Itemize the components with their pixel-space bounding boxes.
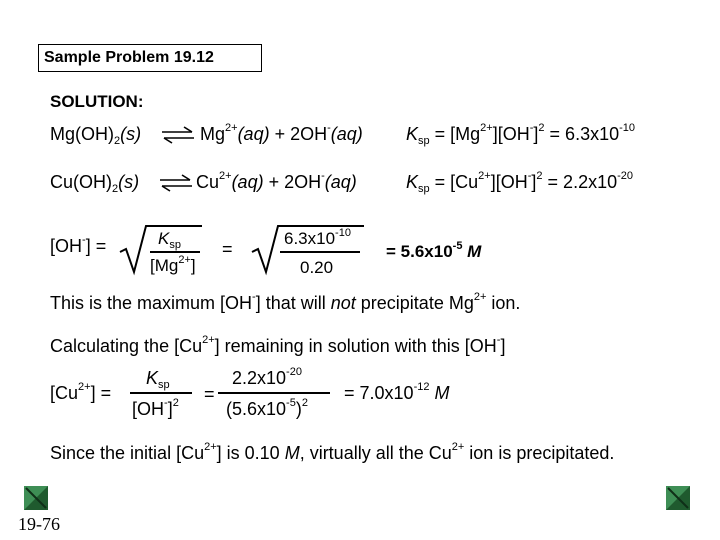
cu-calc-numerator-1: $K_{sp}$ — [146, 368, 170, 391]
fraction-bar — [280, 251, 360, 253]
oh-calc-result: = $5.6x10^{-5}$ M — [386, 240, 482, 261]
slide-number: 19-76 — [18, 514, 60, 534]
conclusion-text: Since the initial $[Cu^{2+}]$ is 0.10 M, virtually all the $Cu^{2+}$ ion is precipitated. — [50, 441, 615, 463]
fraction-bar — [218, 392, 330, 394]
oh-calc-lhs: [OH-] = — [50, 234, 107, 256]
oh-calc-equals: = — [222, 239, 233, 259]
solution-heading: SOLUTION: — [50, 92, 144, 111]
cu-calc-lhs: $[Cu^{2+}]$ = — [50, 381, 112, 403]
cu-calc-denominator-2: $(5.6x10^{-5})^2$ — [226, 397, 308, 419]
cu-calc-denominator-1: $[OH^-]^2$ — [132, 397, 179, 419]
next-slide-icon[interactable] — [666, 486, 690, 510]
eq2-products: $Cu^{2+}(aq) + 2OH^-(aq)$ — [196, 170, 357, 192]
oh-calc-numerator-2: $6.3x10^{-10}$ — [284, 227, 351, 248]
oh-calc-numerator-1: $K_{sp}$ — [158, 229, 181, 251]
note-max-oh: This is the maximum [OH-] that will not precipitate $Mg^{2+}$ ion. — [50, 291, 521, 313]
eq1-products: $Mg^{2+}(aq) + 2OH^-(aq)$ — [200, 122, 363, 144]
previous-slide-icon[interactable] — [24, 486, 48, 510]
eq1-reactant: $Mg(OH)_2(s)$ — [50, 124, 142, 147]
equilibrium-arrow-icon — [160, 123, 196, 147]
eq2-ksp-expression: $K_{sp} = [Cu^{2+}][OH^-]^2 = 2.2x10^{-20}$ — [406, 170, 634, 195]
fraction-bar — [130, 392, 192, 394]
cu-calc-result: = $7.0x10^{-12}$ M — [344, 381, 450, 403]
fraction-bar — [150, 251, 200, 253]
oh-calc-denominator-2: 0.20 — [300, 258, 334, 277]
cu-calc-equals: = — [204, 384, 215, 404]
eq2-reactant: $Cu(OH)_2(s)$ — [50, 172, 140, 195]
page-title: Sample Problem 19.12 — [44, 49, 214, 66]
oh-calc-denominator-1: $[Mg^{2+}]$ — [150, 254, 196, 275]
note-calculating-cu: Calculating the $[Cu^{2+}]$ remaining in solution with this [OH-] — [50, 334, 506, 356]
equilibrium-arrow-icon — [158, 171, 194, 195]
cu-calc-numerator-2: $2.2x10^{-20}$ — [232, 366, 302, 388]
eq1-ksp-expression: $K_{sp} = [Mg^{2+}][OH^-]^2 = 6.3x10^{-10}$ — [406, 122, 636, 147]
